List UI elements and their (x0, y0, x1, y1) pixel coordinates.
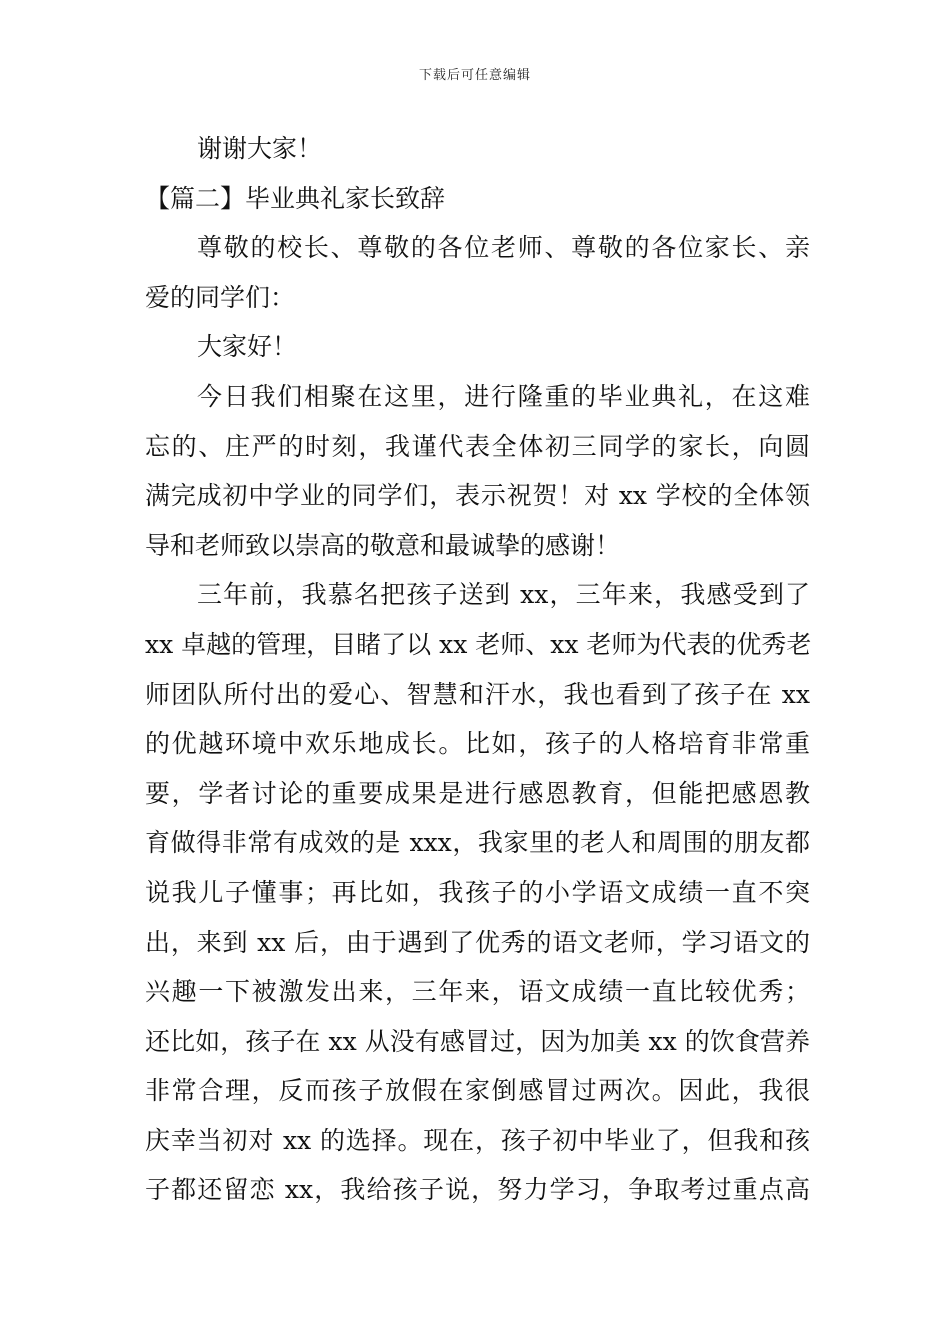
text-line: 庆幸当初对 xx 的选择。现在，孩子初中毕业了，但我和孩 (145, 1125, 810, 1155)
text-line: 育做得非常有成效的是 xxx，我家里的老人和周围的朋友都 (145, 828, 810, 858)
text-line: xx 卓越的管理，目睹了以 xx 老师、xx 老师为代表的优秀老 (145, 629, 812, 659)
text-line: 非常合理，反而孩子放假在家倒感冒过两次。因此，我很 (145, 1076, 810, 1106)
text-line: 的优越环境中欢乐地成长。比如，孩子的人格培育非常重 (145, 729, 810, 759)
page-header: 下载后可任意编辑 (418, 68, 531, 83)
text-line: 兴趣一下被激发出来，三年来，语文成绩一直比较优秀； (145, 977, 810, 1007)
text-line: 三年前，我慕名把孩子送到 xx，三年来，我感受到了 (197, 580, 810, 610)
text-line: 出，来到 xx 后，由于遇到了优秀的语文老师，学习语文的 (145, 927, 810, 957)
text-line: 今日我们相聚在这里，进行隆重的毕业典礼，在这难 (197, 381, 810, 411)
text-line: 尊敬的校长、尊敬的各位老师、尊敬的各位家长、亲 (197, 233, 810, 263)
text-line: 要，学者讨论的重要成果是进行感恩教育，但能把感恩教 (145, 778, 810, 808)
text-line: 导和老师致以崇高的敬意和最诚挚的感谢！ (145, 530, 621, 560)
text-line: 爱的同学们： (145, 282, 296, 312)
document-body (145, 124, 810, 1215)
text-line: 说我儿子懂事；再比如，我孩子的小学语文成绩一直不突 (145, 877, 810, 907)
text-line: 还比如，孩子在 xx 从没有感冒过，因为加美 xx 的饮食营养 (145, 1026, 810, 1056)
text-line: 忘的、庄严的时刻，我谨代表全体初三同学的家长，向圆 (145, 431, 810, 461)
text-line: 【篇二】毕业典礼家长致辞 (145, 183, 446, 213)
text-line: 满完成初中学业的同学们，表示祝贺！对 xx 学校的全体领 (145, 481, 810, 511)
text-line: 谢谢大家！ (197, 134, 323, 163)
text-line: 子都还留恋 xx，我给孩子说，努力学习，争取考过重点高 (145, 1175, 810, 1205)
text-line: 师团队所付出的爱心、智慧和汗水，我也看到了孩子在 xx (145, 679, 810, 709)
text-line: 大家好！ (197, 332, 298, 362)
